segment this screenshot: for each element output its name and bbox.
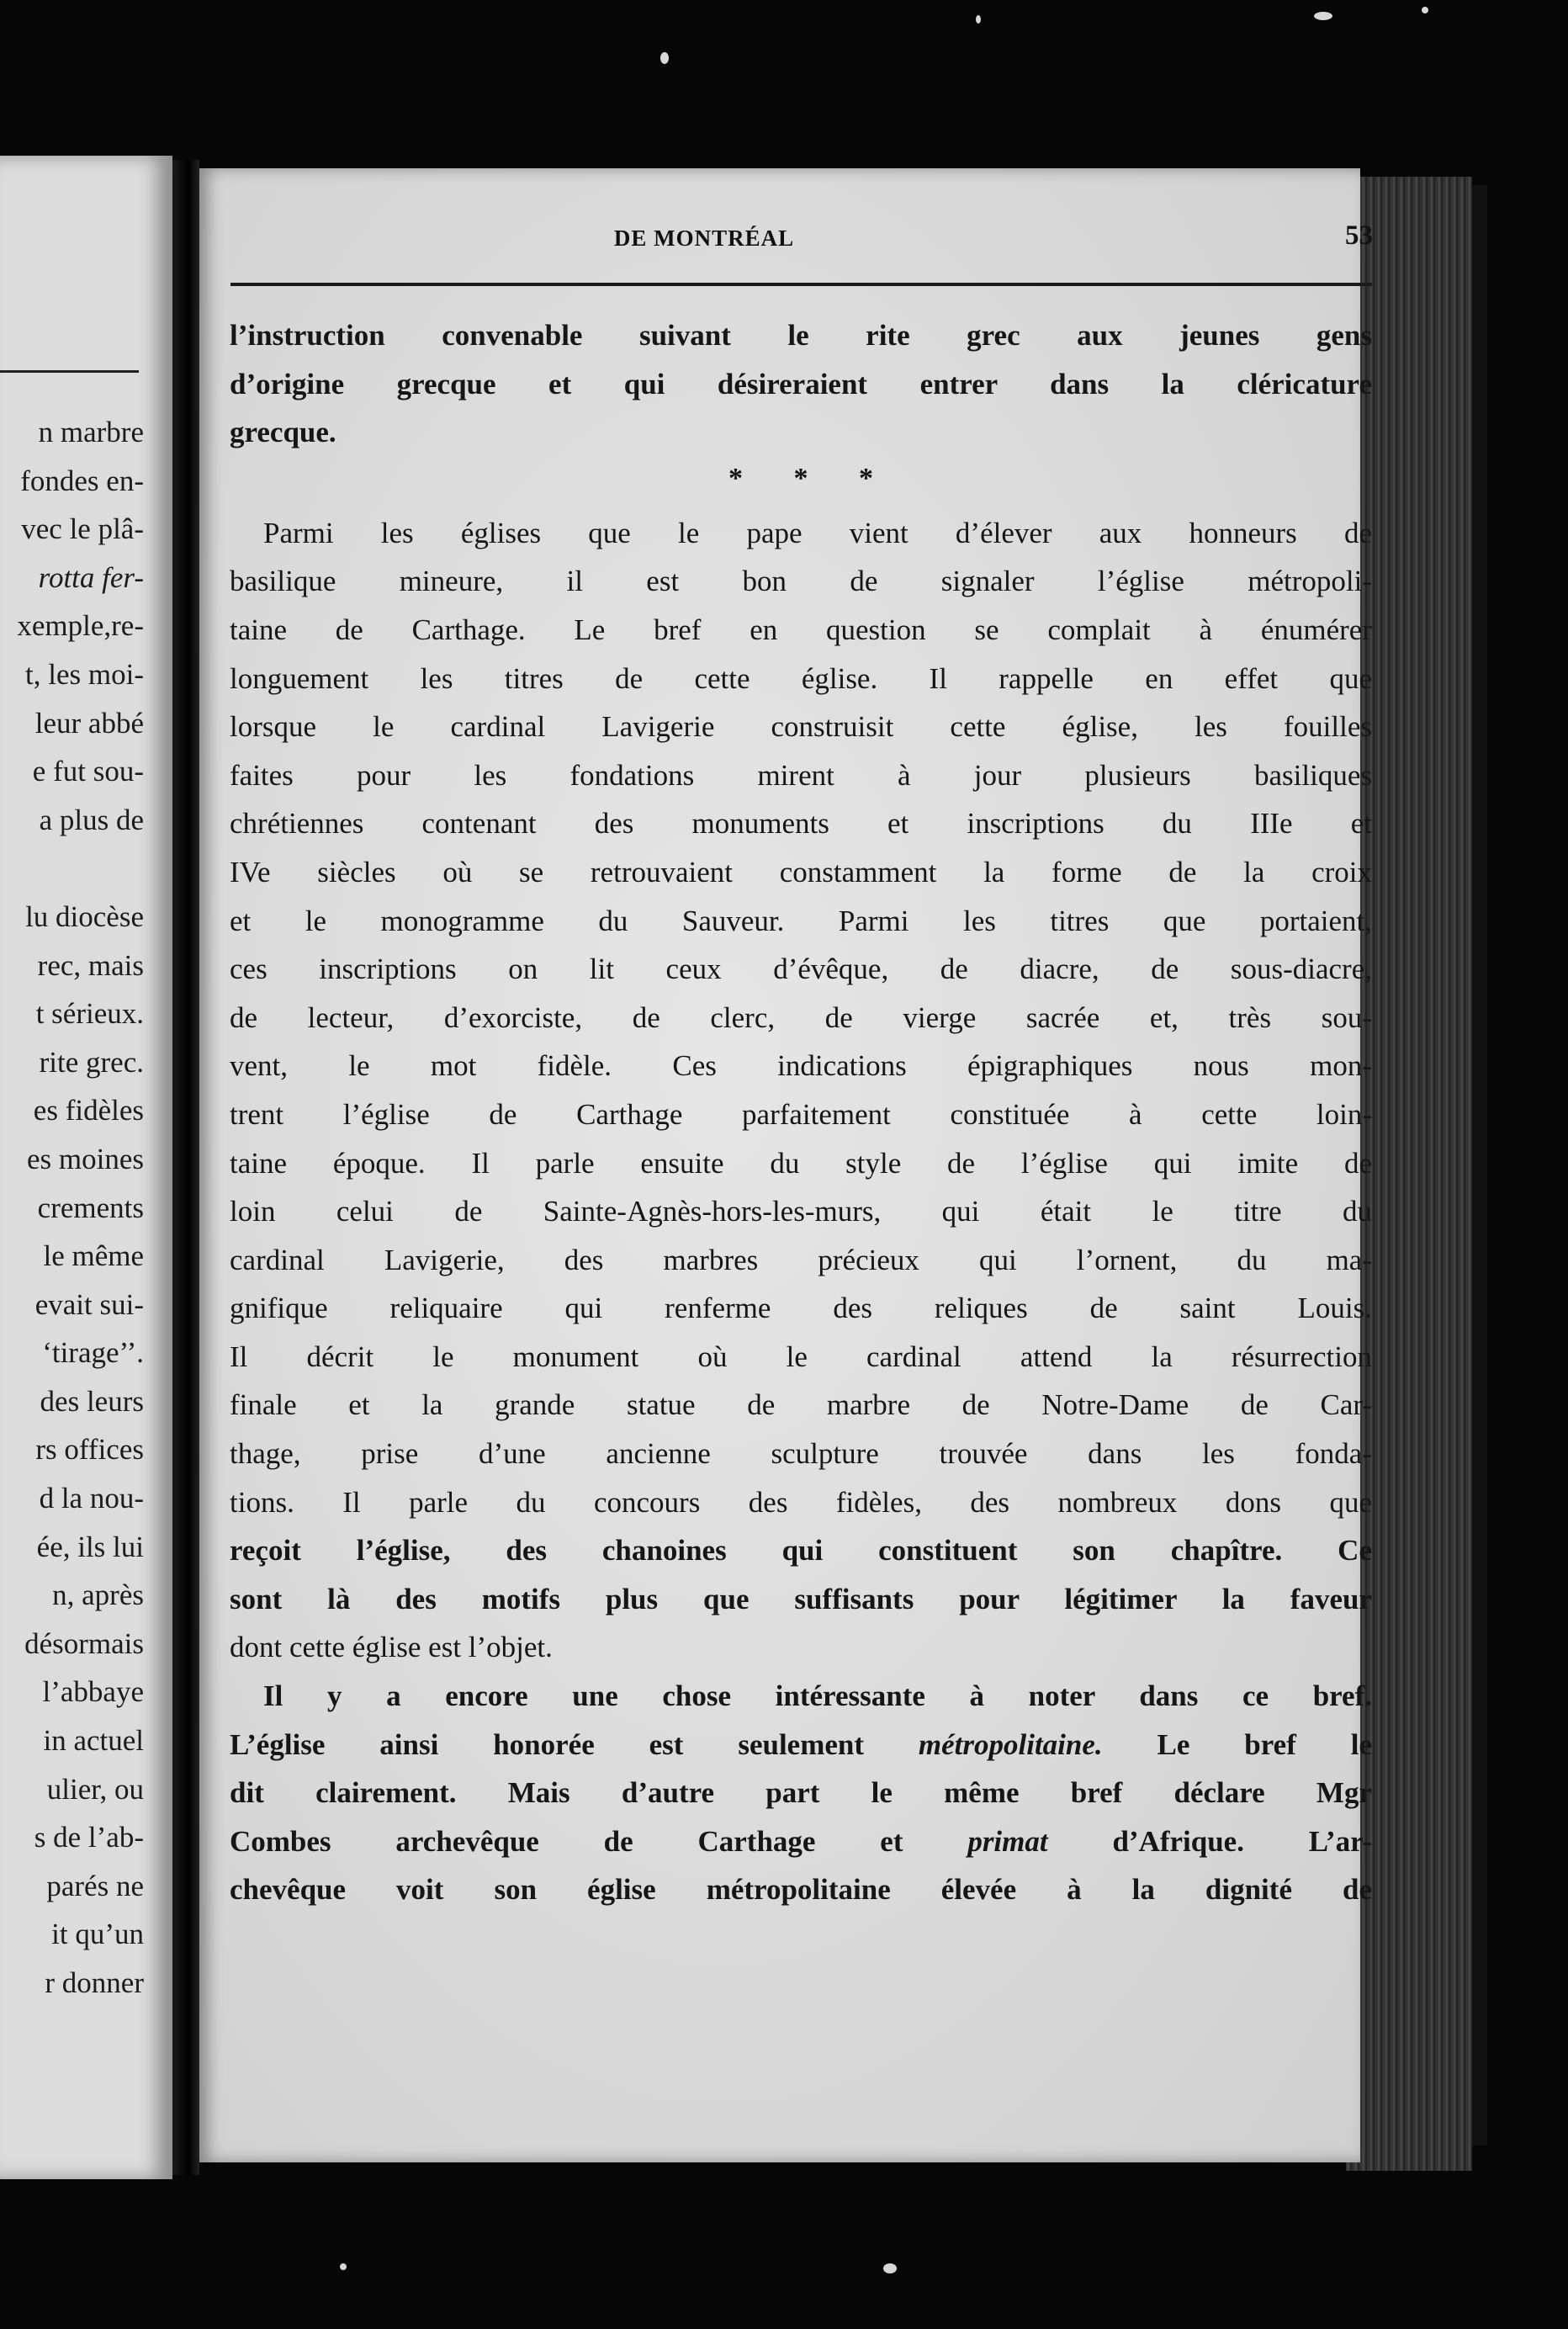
book-gutter — [172, 160, 199, 2175]
left-page-line: t sérieux. — [35, 997, 144, 1031]
body-text — [230, 311, 1372, 1914]
main-page — [199, 168, 1373, 2162]
left-page-line: des leurs — [40, 1384, 144, 1418]
text-line: grecque. — [230, 416, 336, 449]
text-line: taine de Carthage. Le bref en question se complait à énumérer — [230, 613, 1372, 646]
text-line: trent l’église de Carthage parfaitement constituée à cette loin- — [230, 1097, 1372, 1131]
text-line: d’origine grecque et qui désireraient entrer dans la cléricature — [230, 367, 1372, 401]
running-title: DE MONTRÉAL — [613, 225, 795, 251]
text-line: Parmi les églises que le pape vient d’élever aux honneurs de — [263, 516, 1372, 549]
text-line: chevêque voit son église métropolitaine élevée à la dignité de — [230, 1873, 1372, 1907]
text-line: longuement les titres de cette église. Il rappelle en effet que — [230, 661, 1372, 695]
left-page-line: n marbre — [38, 416, 144, 448]
section-separator: * * * — [728, 462, 895, 494]
left-page-line: fondes en- — [20, 464, 144, 497]
text-line: Il décrit le monument où le cardinal attend la résurrection — [230, 1340, 1372, 1373]
text-line: tions. Il parle du concours des fidèles, des nombreux dons que — [230, 1485, 1372, 1519]
text-line: de lecteur, d’exorciste, de clerc, de vierge sacrée et, très sou- — [230, 1000, 1372, 1034]
left-page-line: n, après — [52, 1578, 144, 1612]
left-page-line: es fidèles — [33, 1094, 144, 1127]
text-line: loin celui de Sainte-Agnès-hors-les-murs, qui était le titre du — [230, 1195, 1372, 1228]
text-line: cardinal Lavigerie, des marbres précieux qui l’ornent, du ma- — [230, 1243, 1372, 1276]
left-page-line: xemple,re- — [17, 609, 144, 643]
text-line: reçoit l’église, des chanoines qui constituent son chapître. Ce — [230, 1534, 1372, 1568]
left-page-line — [17, 844, 144, 893]
left-page-line: vec le plâ- — [21, 512, 144, 546]
left-header-rule — [0, 370, 139, 373]
text-segment: Combes archevêque de Carthage et — [230, 1824, 968, 1858]
text-line: vent, le mot fidèle. Ces indications épigraphiques nous mon- — [230, 1049, 1372, 1083]
text-line: faites pour les fondations mirent à jour plusieurs basiliques — [230, 758, 1372, 792]
scan-speck — [976, 15, 981, 24]
left-page-line: parés ne — [46, 1869, 144, 1902]
text-line: chrétiennes contenant des monuments et inscriptions du IIIe et — [230, 807, 1372, 841]
scan-speck — [1314, 12, 1332, 20]
page-header — [233, 219, 1373, 261]
left-page-line: evait sui- — [34, 1287, 144, 1321]
text-line: taine époque. Il parle ensuite du style de l’église qui imite de — [230, 1146, 1372, 1180]
text-segment: Le bref le — [1102, 1727, 1372, 1761]
left-page-line: e fut sou- — [32, 755, 144, 788]
text-line: IVe siècles où se retrouvaient constamment la forme de la croix — [230, 855, 1372, 889]
left-page-line: désormais — [24, 1626, 144, 1660]
left-page-line: rec, mais — [37, 948, 144, 982]
left-page-line: in actuel — [43, 1724, 144, 1758]
text-segment: L’église ainsi honorée est seulement — [230, 1727, 919, 1761]
left-page-text — [17, 408, 144, 2008]
left-page-line: it qu’un — [51, 1918, 144, 1951]
left-page-line: es moines — [26, 1142, 144, 1175]
text-line: sont là des motifs plus que suffisants pour légitimer la faveur — [230, 1582, 1372, 1615]
left-page-line: d la nou- — [39, 1482, 144, 1515]
scan-speck — [883, 2263, 897, 2273]
text-segment: d’Afrique. L’ar- — [1047, 1824, 1372, 1858]
left-facing-page — [0, 156, 172, 2179]
text-line — [230, 1721, 1372, 1769]
left-page-line: r donner — [45, 1966, 144, 1999]
italic-term: métropolitaine. — [918, 1727, 1103, 1761]
left-page-line: ée, ils lui — [36, 1530, 144, 1563]
scan-speck — [340, 2263, 347, 2270]
italic-term: primat — [967, 1824, 1048, 1858]
text-line: et le monogramme du Sauveur. Parmi les titres que portaient, — [230, 904, 1372, 937]
page-number: 53 — [1345, 220, 1373, 251]
left-page-line: a plus de — [39, 803, 144, 836]
text-line: dit clairement. Mais d’autre part le même bref déclare Mgr — [230, 1776, 1372, 1810]
left-page-line: s de l’ab- — [34, 1821, 144, 1854]
left-page-line: lu diocèse — [25, 899, 144, 933]
left-page-line: t, les moi- — [25, 657, 144, 691]
left-page-line: l’abbaye — [42, 1675, 144, 1709]
left-page-line: rite grec. — [39, 1045, 144, 1079]
left-page-line: ‘tirage’’. — [42, 1336, 144, 1370]
left-page-line: ulier, ou — [46, 1772, 144, 1806]
text-line — [230, 1817, 1372, 1866]
text-line: gnifique reliquaire qui renferme des reliques de saint Louis. — [230, 1292, 1372, 1325]
header-rule — [230, 283, 1372, 286]
text-line: Il y a encore une chose intéressante à noter dans ce bref. — [263, 1679, 1372, 1713]
text-line: finale et la grande statue de marbre de Notre-Dame de Car- — [230, 1388, 1372, 1422]
text-line: basilique mineure, il est bon de signaler l’église métropoli- — [230, 565, 1372, 598]
text-line: thage, prise d’une ancienne sculpture trouvée dans les fonda- — [230, 1437, 1372, 1471]
text-line: l’instruction convenable suivant le rite grec aux jeunes gens — [230, 319, 1372, 352]
text-line: lorsque le cardinal Lavigerie construisit cette église, les fouilles — [230, 710, 1372, 744]
left-page-line: rs offices — [35, 1433, 144, 1467]
scan-speck — [660, 52, 669, 64]
scan-speck — [1422, 7, 1428, 13]
left-page-line: crements — [37, 1191, 144, 1224]
left-page-line: leur abbé — [34, 706, 144, 740]
text-line: dont cette église est l’objet. — [230, 1631, 553, 1664]
left-page-line: rotta fer- — [38, 560, 144, 594]
left-page-line: le même — [43, 1239, 144, 1273]
text-line: ces inscriptions on lit ceux d’évêque, de diacre, de sous-diacre, — [230, 952, 1372, 986]
